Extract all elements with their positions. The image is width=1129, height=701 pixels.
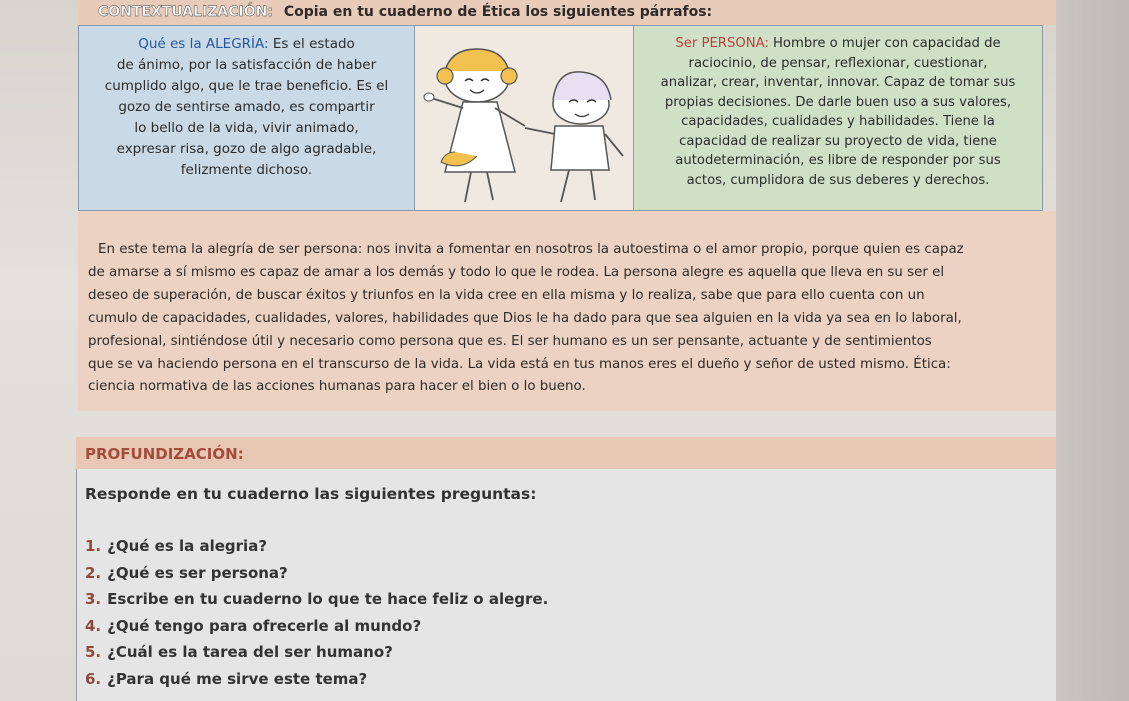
persona-term: Ser PERSONA: bbox=[675, 36, 769, 51]
definition-line: de ánimo, por la satisfacción de haber bbox=[116, 57, 377, 73]
question-number: 6. bbox=[85, 669, 102, 688]
children-illustration bbox=[415, 25, 633, 211]
paragraph-line: En este tema la alegría de ser persona: nos invita a fomentar en nosotros la autoestima o el amor propio, porque quien es capaz bbox=[98, 242, 964, 257]
definition-text: Hombre o mujer con capacidad de bbox=[773, 36, 1001, 51]
question-text: ¿Qué es ser persona? bbox=[107, 563, 288, 582]
definition-line: expresar risa, gozo de algo agradable, bbox=[116, 141, 377, 157]
question-number: 3. bbox=[85, 590, 102, 609]
persona-definition-box bbox=[633, 25, 1043, 211]
paragraph-line: deseo de superación, de buscar éxitos y triunfos en la vida cree en ella misma y lo realiza, sabe que para ello cuenta con un bbox=[88, 287, 925, 303]
explanation-paragraph-band bbox=[78, 211, 1058, 411]
question-text: ¿Qué es la alegria? bbox=[107, 537, 268, 555]
definition-line: raciocinio, de pensar, reflexionar, cuestionar, bbox=[688, 55, 988, 71]
questions-list bbox=[85, 533, 548, 693]
definition-line: cumplido algo, que le trae beneficio. Es el bbox=[104, 78, 389, 94]
definition-line: felizmente dichoso. bbox=[180, 162, 313, 178]
definition-line: propias decisiones. De darle buen uso a sus valores, bbox=[664, 94, 1012, 110]
definition-text: Es el estado bbox=[272, 36, 355, 52]
explanation-paragraph bbox=[78, 239, 1058, 399]
definition-line bbox=[89, 34, 404, 55]
contextualizacion-label: CONTEXTUALIZACIÓN: bbox=[98, 4, 273, 20]
question-text: Escribe en tu cuaderno lo que te hace feliz o alegre. bbox=[107, 590, 549, 609]
definition-line: autodeterminación, es libre de responder por sus bbox=[675, 153, 1001, 168]
definition-line: actos, cumplidora de sus deberes y derechos. bbox=[686, 172, 990, 188]
question-item bbox=[85, 666, 548, 693]
question-item bbox=[85, 586, 548, 613]
question-text: ¿Qué tengo para ofrecerle al mundo? bbox=[107, 616, 422, 635]
question-item bbox=[85, 639, 548, 666]
questions-instruction: Responde en tu cuaderno las siguientes preguntas: bbox=[85, 485, 537, 503]
definition-line: capacidades, cualidades y habilidades. Tiene la bbox=[681, 114, 995, 129]
paragraph-line: cumulo de capacidades, cualidades, valores, habilidades que Dios le ha dado para que sea alguien en la vida ya sea en lo laboral, bbox=[88, 310, 962, 326]
definition-line: capacidad de realizar su proyecto de vida, tiene bbox=[679, 133, 997, 149]
question-item bbox=[85, 533, 548, 560]
question-item bbox=[85, 560, 548, 587]
alegria-term: Qué es la ALEGRÍA: bbox=[138, 36, 269, 52]
paragraph-line: de amarse a sí mismo es capaz de amar a los demás y todo lo que le rodea. La persona alegre es aquella que lleva en su ser el bbox=[88, 264, 945, 280]
question-number: 4. bbox=[85, 616, 102, 635]
definition-line: analizar, crear, inventar, innovar. Capaz de tomar sus bbox=[660, 75, 1016, 90]
question-text: ¿Para qué me sirve este tema? bbox=[107, 669, 368, 688]
definition-line: lo bello de la vida, vivir animado, bbox=[134, 120, 359, 136]
question-number: 2. bbox=[85, 563, 102, 582]
definition-line: gozo de sentirse amado, es compartir bbox=[118, 99, 375, 115]
paragraph-line: que se va haciendo persona en el transcurso de la vida. La vida está en tus manos eres el dueño y señor de usted mismo. Ética: bbox=[88, 356, 951, 372]
paragraph-line: ciencia normativa de las acciones humanas para hacer el bien o lo bueno. bbox=[88, 379, 586, 395]
contextualizacion-instruction: Copia en tu cuaderno de Ética los siguientes párrafos: bbox=[283, 4, 713, 20]
definition-line bbox=[640, 34, 1036, 54]
two-children-dancing-icon bbox=[415, 26, 633, 212]
page-edge-shadow bbox=[1056, 0, 1129, 701]
paragraph-line: profesional, sintiéndose útil y necesario como persona que es. El ser humano es un ser pensante, actuante y de sentimientos bbox=[88, 333, 932, 349]
contextualizacion-header bbox=[78, 0, 1058, 25]
profundizacion-title: PROFUNDIZACIÓN: bbox=[76, 437, 1056, 469]
question-number: 5. bbox=[85, 643, 102, 662]
question-item bbox=[85, 613, 548, 640]
question-number: 1. bbox=[85, 537, 102, 555]
profundizacion-section bbox=[76, 469, 1056, 701]
question-text: ¿Cuál es la tarea del ser humano? bbox=[107, 643, 393, 662]
alegria-definition-box bbox=[78, 25, 415, 211]
